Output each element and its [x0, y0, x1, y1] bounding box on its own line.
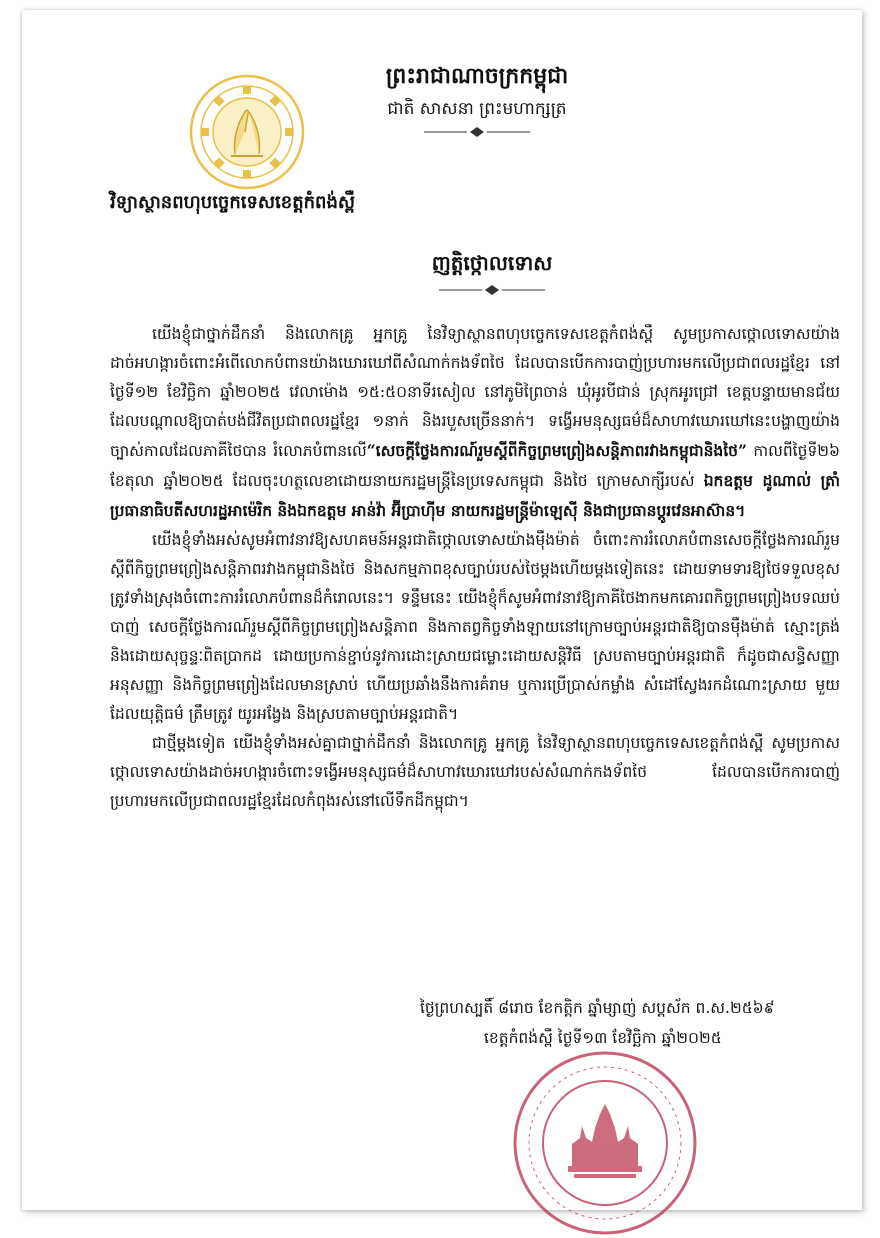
paragraph-1-text-cont: កាលពីថ្ងៃទី២៦ ខែតុលា ឆ្នាំ២០២៥ ដែលចុះហត្ថលេខាដោយនាយករដ្ឋមន្ត្រីនៃប្រទេសកម្ពុជា និងថៃ ក្រោមសាក្សីរបស់ — [110, 442, 840, 490]
joint-statement-quote: “សេចក្តីថ្លែងការណ៍រួមស្តីពីកិច្ចព្រមព្រៀងសន្តិភាពរវាងកម្ពុជានិងថៃ” — [366, 441, 747, 460]
lunar-date: ថ្ងៃព្រហស្បតិ៍ ៨រោច ខែកត្តិក ឆ្នាំម្សាញ់ សប្តស័ក ព.ស.២៥៦៩ — [420, 999, 775, 1017]
witnesses-text: ឯកឧត្តម ដូណាល់ ត្រាំ ប្រធានាធិបតីសហរដ្ឋអាម៉េរិក និងឯកឧត្តម អាន់វ៉ា អ៊ីប្រាហ៊ីម នាយករដ្ឋមន្ត្រីម៉ាឡេស៊ី និងជាប្រធានប្តូរវេនអាស៊ាន។ — [110, 471, 840, 520]
paragraph-1-text: យើងខ្ញុំជាថ្នាក់ដឹកនាំ និងលោកគ្រូ អ្នកគ្រូ នៃវិទ្យាស្ថានពហុបច្ចេកទេសខេត្តកំពង់ស្ពឺ សូមប្រកាសថ្កោលទោសយ៉ាងដាច់អហង្ការចំពោះអំពើលោកបំពានយ៉ាងឃោរឃៅពីសំណាក់កងទ័ពថៃ ដែលបានបើកការបាញ់ប្រហារមកលើប្រជាពលរដ្ឋខ្មែរ នៅថ្ងៃទី១២ ខែវិច្ឆិកា ឆ្នាំ២០២៥ វេលាម៉ោង ១៥:៥០នាទីរសៀល នៅភូមិព្រៃចាន់ ឃុំអូរបីជាន់ ស្រុកអូរជ្រៅ ខេត្តបន្ទាយមានជ័យ ដែលបណ្តាលឱ្យបាត់បង់ជីវិតប្រជាពលរដ្ឋខ្មែរ ១នាក់ និងរបួសច្រើននាក់។ ទង្វើអមនុស្សធម៌ដ៏សាហាវឃោរឃៅនេះបង្ហាញយ៉ាងច្បាស់កាលដែលភាគីថៃបាន រំលោភបំពានលើ — [110, 325, 840, 460]
document-page — [22, 10, 862, 1210]
statement-body — [110, 320, 840, 816]
kingdom-heading: ព្រះរាជាណាចក្រកម្ពុជា — [385, 63, 569, 89]
paragraph-1 — [110, 320, 840, 526]
national-motto: ជាតិ សាសនា ព្រះមហាក្សត្រ — [387, 99, 567, 119]
paragraph-2: យើងខ្ញុំទាំងអស់សូមអំពាវនាវឱ្យសហគមន៍អន្តរជាតិថ្កោលទោសយ៉ាងម៉ឺងម៉ាត់ ចំពោះការរំលោភបំពានសេចក្តីថ្លែងការណ៍រួមស្តីពីកិច្ចព្រមព្រៀងសន្តិភាពរវាងកម្ពុជានិងថៃ និងសកម្មភាពខុសច្បាប់របស់ថៃម្តងហើយម្តងទៀតនេះ ដោយទាមទារឱ្យថៃទទួលខុសត្រូវទាំងស្រុងចំពោះការរំលោភបំពានដ៏កំរោលនេះ។ ទន្ទឹមនេះ យើងខ្ញុំក៏សូមអំពាវនាវឱ្យភាគីថៃងាកមកគោរពកិច្ចព្រមព្រៀងបទឈប់បាញ់ សេចក្តីថ្លែងការណ៍រួមស្តីពីកិច្ចព្រមព្រៀងសន្តិភាព និងកាតព្វកិច្ចទាំងឡាយនៅក្រោមច្បាប់អន្តរជាតិឱ្យបានម៉ឺងម៉ាត់ ស្មោះត្រង់ និងដោយសុច្ចន្ទៈពិតប្រាកដ ដោយប្រកាន់ខ្ជាប់នូវការដោះស្រាយជម្លោះដោយសន្តិវិធី ស្របតាមច្បាប់អន្តរជាតិ ក៏ដូចជាសន្ធិសញ្ញា អនុសញ្ញា និងកិច្ចព្រមព្រៀងដែលមានស្រាប់ ហើយប្រឆាំងនឹងការគំរាម ឬការប្រើប្រាស់កម្លាំង សំដៅស្វែងរកដំណោះស្រាយ មួយដែលយុត្តិធម៌ ត្រឹមត្រូវ យូរអង្វែង និងស្របតាមច្បាប់អន្តរជាតិ។ — [110, 531, 840, 723]
official-seal-icon — [510, 1048, 700, 1238]
institute-name: វិទ្យាស្ថានពហុបច្ចេកទេសខេត្តកំពង់ស្ពឺ — [110, 192, 356, 213]
divider-ornament-icon — [422, 126, 532, 138]
paragraph-3: ជាថ្មីម្តងទៀត យើងខ្ញុំទាំងអស់គ្នាជាថ្នាក់ដឹកនាំ និងលោកគ្រូ អ្នកគ្រូ នៃវិទ្យាស្ថានពហុបច្ចេកទេសខេត្តកំពង់ស្ពឺ សូមប្រកាសថ្កោលទោសយ៉ាងដាច់អហង្ការចំពោះទង្វើអមនុស្សធម៌ដ៏សាហាវឃោរឃៅរបស់សំណាក់កងទ័ពថៃ ដែលបានបើកការបាញ់ប្រហារមកលើប្រជាពលរដ្ឋខ្មែរដែលកំពុងរស់នៅលើទឹកដីកម្ពុជា។ — [110, 734, 840, 810]
title-ornament-icon — [437, 284, 547, 296]
solar-date: ខេត្តកំពង់ស្ពឺ ថ្ងៃទី១៣ ខែវិច្ឆិកា ឆ្នាំ២០២៥ — [484, 1029, 722, 1047]
institute-logo-icon — [187, 72, 307, 192]
document-title: ញត្តិថ្កោលទោស — [431, 251, 553, 275]
